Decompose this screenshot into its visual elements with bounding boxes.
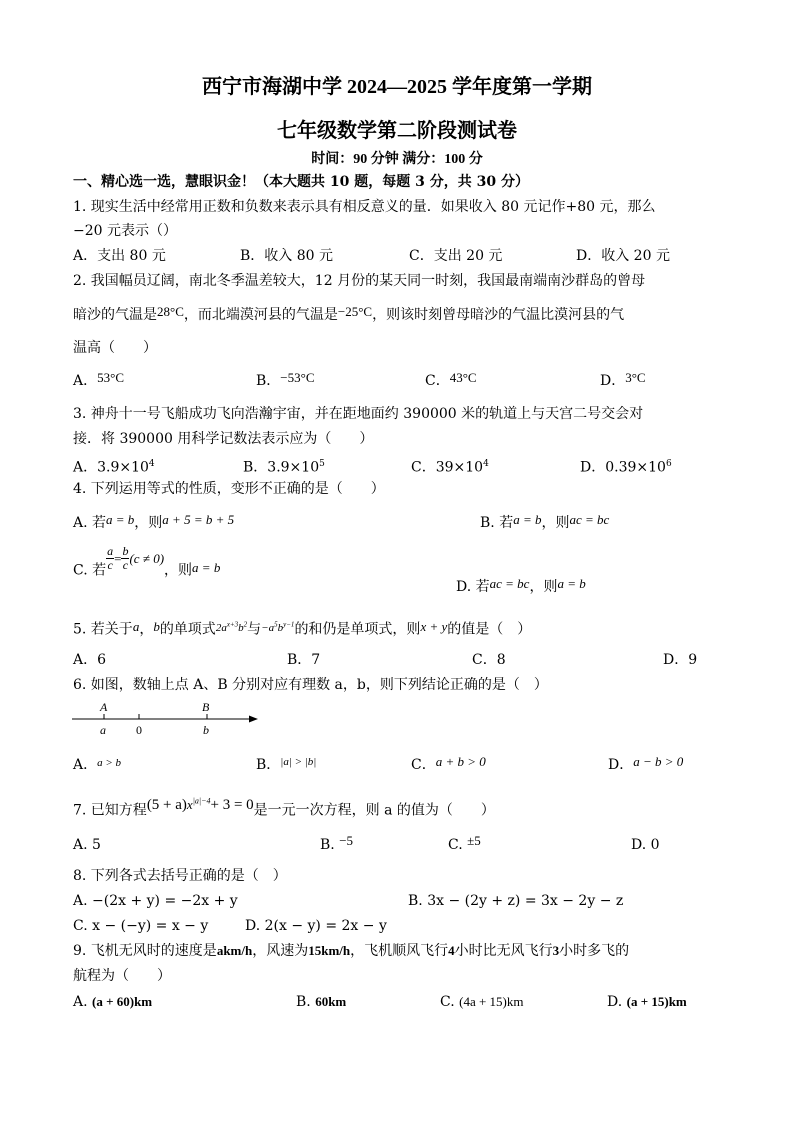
q3-stem-line2: 接．将 390000 用科学记数法表示应为（ ） <box>73 431 374 447</box>
q4-frac1-den: c <box>107 558 113 572</box>
q3-option-c-base: C．39×10 <box>411 459 484 476</box>
point-b-label: B <box>202 700 210 714</box>
q5-text-mid2: 与 <box>247 621 262 638</box>
q6-option-b-label: B． <box>256 757 281 773</box>
q6-option-a <box>73 755 121 776</box>
q7-option-a: A. 5 <box>73 837 101 853</box>
number-line-arrow <box>249 716 258 723</box>
q5-text-pre: 5. 若关于 <box>73 621 133 638</box>
q9-text-g: 小时比无风飞行 <box>454 943 553 959</box>
q2-option-a-value: 53°C <box>97 370 124 385</box>
q1-option-a: A．支出 80 元 <box>73 248 166 264</box>
q3-option-d-base: D．0.39×10 <box>580 459 666 476</box>
q2-option-c <box>425 371 477 391</box>
q5-option-b: B．7 <box>287 652 321 668</box>
q3-option-b <box>243 454 325 478</box>
q3-option-b-base: B．3.9×10 <box>243 459 320 476</box>
q5-term2-base: −a <box>261 621 275 634</box>
q9-text-i: 小时多飞的 <box>559 943 630 959</box>
q1-stem-line2: −20 元表示（） <box>73 223 177 239</box>
q4-option-b <box>480 513 609 533</box>
q7-stem <box>73 797 495 820</box>
q8-option-d: D. 2(x − y) = 2x − y <box>245 918 387 934</box>
q2-stem-line1: 2. 我国幅员辽阔，南北冬季温差较大，12 月份的某天同一时刻，我国最南端南沙群岛的曾母 <box>73 273 646 289</box>
q9-option-b-value: 60km <box>315 994 347 1009</box>
section-1-heading: 一、精心选一选，慧眼识金！（本大题共 10 题，每题 3 分，共 30 分） <box>73 174 529 190</box>
q6-option-d-label: D． <box>608 757 634 773</box>
q3-stem-line1: 3. 神舟十一号飞船成功飞向浩瀚宇宙，并在距地面约 390000 米的轨道上与天宫二号交会对 <box>73 406 644 422</box>
point-a-label: A <box>100 700 108 714</box>
q7-eq-x: x <box>186 797 193 813</box>
q4-option-c-then: ，则 <box>164 562 193 579</box>
q9-option-d <box>607 992 687 1012</box>
q4-option-d-label: D. 若 <box>456 579 490 595</box>
q9-option-d-value: (a + 15)km <box>626 994 687 1009</box>
q4-option-d-cond: ac = bc <box>489 576 530 591</box>
q5-text-mid3: 的和仍是单项式，则 <box>294 621 421 638</box>
q9-option-b-label: B. <box>296 994 311 1010</box>
q5-term2b-base: b <box>277 621 284 634</box>
q8-option-c: C. x − (−y) = x − y <box>73 918 209 934</box>
q6-option-d <box>608 755 683 775</box>
q9-option-c-value: (4a + 15)km <box>459 994 524 1009</box>
q7-eq-exp: |a|−4 <box>192 797 211 806</box>
q9-option-c-label: C. <box>440 994 455 1010</box>
q9-option-d-label: D. <box>607 994 623 1010</box>
q6-number-line <box>70 698 265 740</box>
q5-term1b-exp: 2 <box>243 620 248 628</box>
q2-text-a: 暗沙的气温是 <box>73 307 157 323</box>
q5-term2-exp: 5 <box>274 620 278 628</box>
q1-option-c: C．支出 20 元 <box>409 248 503 264</box>
q7-eq-power <box>187 797 211 812</box>
q9-hours-downwind: 4 <box>448 943 455 958</box>
q9-text-c: ，风速为 <box>252 943 309 959</box>
q4-option-a-label: A. 若 <box>73 515 107 531</box>
q5-text-mid1: 的单项式 <box>159 621 216 638</box>
q8-option-b: B. 3x − (2y + z) = 3x − 2y − z <box>408 893 624 909</box>
q2-temp-north: −25°C <box>337 304 373 319</box>
q9-stem-line2: 航程为（ ） <box>73 968 171 984</box>
q8-option-a: A. −(2x + y) = −2x + y <box>73 893 238 909</box>
zero-label: 0 <box>136 723 142 737</box>
q3-option-a-exp: 4 <box>148 459 155 469</box>
q3-option-a-base: A．3.9×10 <box>73 459 149 476</box>
q4-option-d-then: ，则 <box>529 579 558 595</box>
q2-stem-line3: 温高（ ） <box>73 340 157 356</box>
q6-option-a-value: a > b <box>97 757 122 769</box>
exam-subtitle: 七年级数学第二阶段测试卷 <box>277 120 517 142</box>
q9-option-a <box>73 992 152 1012</box>
q4-option-d <box>456 577 586 597</box>
q2-temp-south: 28°C <box>157 304 184 319</box>
q5-var-a: a <box>132 618 140 634</box>
q2-option-b-value: −53°C <box>280 370 315 385</box>
q2-text-b: ，而北端漠河县的气温是 <box>183 307 338 323</box>
q6-option-d-value: a − b > 0 <box>633 754 684 769</box>
q4-option-b-result: ac = bc <box>569 512 610 527</box>
q8-stem: 8. 下列各式去括号正确的是（ ） <box>73 868 287 884</box>
q5-term1-base: 2a <box>215 621 227 634</box>
q5-term2b-exp: y−1 <box>283 620 295 628</box>
q4-stem: 4. 下列运用等式的性质，变形不正确的是（ ） <box>73 481 385 497</box>
q4-option-a-cond: a = b <box>106 512 135 527</box>
q7-option-b-label: B. <box>320 837 335 853</box>
q9-hours-calm: 3 <box>552 943 560 958</box>
q5-comma: ， <box>139 621 154 638</box>
q2-option-c-label: C． <box>425 373 450 389</box>
q5-option-a: A．6 <box>73 652 107 668</box>
q4-option-c-result: a = b <box>192 559 221 575</box>
q2-text-c: ，则该时刻曾母暗沙的气温比漠河县的气 <box>372 307 625 323</box>
exam-title: 西宁市海湖中学 2024—2025 学年度第一学期 <box>202 76 592 98</box>
q9-speed: akm/h <box>216 943 253 958</box>
q7-eq-rest: + 3 = 0 <box>210 797 254 814</box>
q9-option-a-value: (a + 60)km <box>92 994 153 1009</box>
q7-option-d: D. 0 <box>631 837 660 853</box>
q4-frac2-num: b <box>122 544 129 558</box>
q3-option-c-exp: 4 <box>483 459 489 469</box>
q3-option-c <box>411 454 489 478</box>
q7-eq-coef: (5 + a) <box>146 797 187 814</box>
q7-option-c-value: ±5 <box>467 833 481 848</box>
q5-stem <box>73 617 531 641</box>
q2-option-d-value: 3°C <box>625 370 646 385</box>
q2-option-c-value: 43°C <box>449 370 477 385</box>
q2-option-b-label: B． <box>256 373 281 389</box>
q5-var-b: b <box>153 618 160 634</box>
q6-option-c <box>411 755 486 775</box>
q6-option-b <box>256 755 316 776</box>
q6-option-b-value: |a| > |b| <box>280 756 317 768</box>
q3-option-d <box>580 454 672 478</box>
q9-text-e: ，飞机顺风飞行 <box>350 943 449 959</box>
q7-text-post: 是一元一次方程，则 a 的值为（ ） <box>253 802 495 819</box>
q9-text-a: 9. 飞机无风时的速度是 <box>73 943 217 959</box>
q1-option-d: D．收入 20 元 <box>576 248 670 264</box>
q5-term1 <box>216 622 247 634</box>
q7-option-c-label: C. <box>448 837 463 853</box>
q9-option-b <box>296 992 346 1012</box>
q3-option-a <box>73 454 155 478</box>
q2-option-d <box>600 371 646 391</box>
q3-option-d-exp: 6 <box>665 459 672 469</box>
q4-option-c-eq: = <box>114 550 122 566</box>
q4-option-c-frac1 <box>106 545 114 572</box>
q4-frac1-num: a <box>107 544 114 558</box>
q6-stem: 6. 如图，数轴上点 A、B 分别对应有理数 a，b，则下列结论正确的是（ ） <box>73 677 548 693</box>
q4-option-c-condition: (c ≠ 0) <box>129 550 165 566</box>
q9-option-a-label: A. <box>73 994 88 1010</box>
q2-option-a <box>73 371 124 391</box>
q7-option-b-value: −5 <box>339 833 354 848</box>
q4-option-c-label: C. 若 <box>73 562 107 579</box>
q5-option-c: C．8 <box>472 652 506 668</box>
q5-text-post: 的值是（ ） <box>447 621 532 638</box>
q1-option-b: B．收入 80 元 <box>240 248 334 264</box>
q6-option-c-value: a + b > 0 <box>435 754 486 769</box>
q6-option-a-label: A． <box>73 757 98 773</box>
q4-option-a <box>73 513 234 533</box>
value-a-label: a <box>100 723 106 737</box>
exam-time-score: 时间：90 分钟 满分：100 分 <box>311 152 483 167</box>
q7-option-c <box>448 835 481 855</box>
q6-option-c-label: C． <box>411 757 436 773</box>
q5-option-d: D．9 <box>663 652 698 668</box>
value-b-label: b <box>203 723 209 737</box>
q9-wind-speed: 15km/h <box>308 943 351 958</box>
q4-option-a-then: ，则 <box>134 515 163 531</box>
q2-option-d-label: D． <box>600 373 626 389</box>
q2-option-a-label: A． <box>73 373 98 389</box>
q4-option-d-result: a = b <box>557 576 586 591</box>
q5-term1-exp: x+3 <box>226 620 239 628</box>
q5-term2 <box>261 622 294 634</box>
q2-option-b <box>256 371 315 391</box>
q9-stem-line1 <box>73 941 629 961</box>
q4-option-a-result: a + 5 = b + 5 <box>162 512 235 527</box>
q2-stem-line2 <box>73 305 624 325</box>
q4-frac2-den: c <box>122 558 129 572</box>
q5-term1b-base: b <box>238 621 244 634</box>
q4-option-c <box>73 544 221 584</box>
q1-stem-line1: 1. 现实生活中经常用正数和负数来表示具有相反意义的量．如果收入 80 元记作+80 元，那么 <box>73 199 656 215</box>
q7-option-b <box>320 835 353 855</box>
q4-option-b-then: ，则 <box>541 515 570 531</box>
q4-option-b-cond: a = b <box>513 512 542 527</box>
q5-expr: x + y <box>420 618 448 634</box>
q7-text-pre: 7. 已知方程 <box>73 802 147 819</box>
q3-option-b-exp: 5 <box>319 459 325 469</box>
q4-option-b-label: B. 若 <box>480 515 514 531</box>
q9-option-c <box>440 992 524 1012</box>
